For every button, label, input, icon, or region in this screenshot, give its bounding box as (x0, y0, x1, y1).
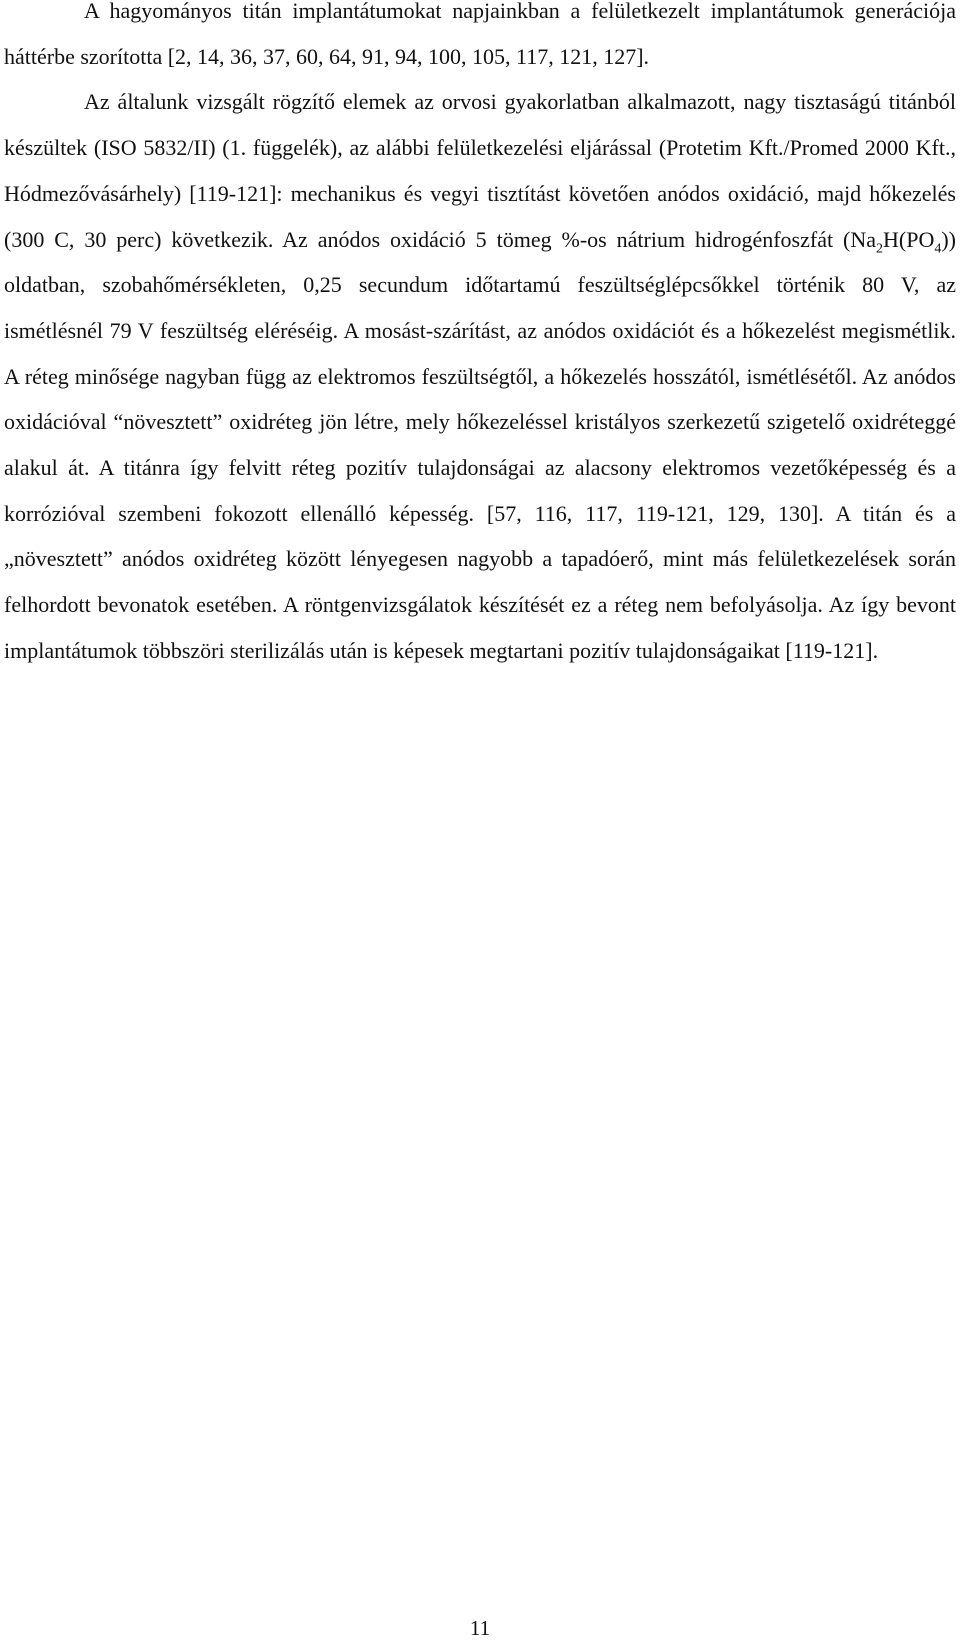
page-number: 11 (469, 1616, 491, 1640)
paragraph-2-part-1: Az általunk vizsgált rögzítő elemek az orvosi gyakorlatban alkalmazott, nagy tisztaságú titánból készültek (ISO 5832/II) (1. függelék), az alábbi felületkezelési eljárással (Protetim Kft./Promed 2000 Kft., Hódmezővásárhely) [119-121]: mechanikus és vegyi tisztítást követően anódos oxidáció, majd hőkezelés (300 C, 30 perc) következik. Az anódos oxidáció 5 tömeg %-os nátrium hidrogénfoszfát (Na (4, 89, 956, 252)
subscript-4: 4 (934, 240, 942, 256)
paragraph-2 (4, 79, 956, 673)
subscript-2: 2 (876, 240, 883, 256)
body-text (4, 0, 956, 674)
paragraph-2-part-3: )) oldatban, szobahőmérsékleten, 0,25 secundum időtartamú feszültséglépcsőkkel történik 80 V, az ismétlésnél 79 V feszültség eléréséig. A mosást-szárítást, az anódos oxidációt és a hőkezelést megismétlik. A réteg minősége nagyban függ az elektromos feszültségtől, a hőkezelés hosszától, ismétlésétől. Az anódos oxidációval “növesztett” oxidréteg jön létre, mely hőkezeléssel kristályos szerkezetű szigetelő oxidréteggé alakul át. A titánra így felvitt réteg pozitív tulajdonságai az alacsony elektromos vezetőképesség és a korrózióval szembeni fokozott ellenálló képesség. [57, 116, 117, 119-121, 129, 130]. A titán és a „növesztett” anódos oxidréteg között lényegesen nagyobb a tapadóerő, mint más felületkezelések során felhordott bevonatok esetében. A röntgenvizsgálatok készítését ez a réteg nem befolyásolja. Az így bevont implantátumok többszöri sterilizálás után is képesek megtartani pozitív tulajdonságaikat [119-121]. (4, 226, 956, 663)
paragraph-1: A hagyományos titán implantátumokat napjainkban a felületkezelt implantátumok generációja háttérbe szorította [2, 14, 36, 37, 60, 64, 91, 94, 100, 105, 117, 121, 127]. (4, 0, 956, 69)
paragraph-2-part-2: H(PO (883, 226, 935, 252)
